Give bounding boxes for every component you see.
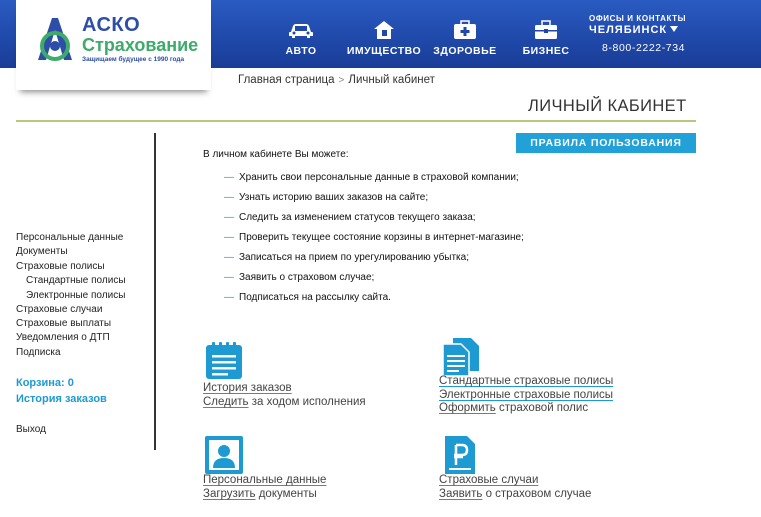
sidebar-item-insurance-cases[interactable]: Страховые случаи xyxy=(16,304,103,315)
logo-tagline: Защищаем будущее с 1990 года xyxy=(82,56,185,63)
list-item: — Записаться на прием по урегулированию убытка; xyxy=(224,252,469,263)
sidebar-item-subscription[interactable]: Подписка xyxy=(16,347,61,358)
track-orders-line: Следить за ходом исполнения xyxy=(203,396,366,408)
chevron-down-icon xyxy=(670,26,678,32)
nav-label: БИЗНЕС xyxy=(522,45,570,57)
sidebar-divider xyxy=(154,133,156,450)
asko-logo-icon xyxy=(34,16,76,62)
offices-contacts-link[interactable]: ОФИСЫ И КОНТАКТЫ xyxy=(589,14,687,23)
dash-icon: — xyxy=(224,232,234,243)
sidebar-item-documents[interactable]: Документы xyxy=(16,246,68,257)
nav-business[interactable] xyxy=(521,20,571,57)
list-item: — Узнать историю ваших заказов на сайте; xyxy=(224,192,429,203)
city-name: ЧЕЛЯБИНСК xyxy=(589,24,668,36)
documents-icon xyxy=(441,337,481,377)
order-history-link[interactable]: История заказов xyxy=(203,382,292,394)
logo[interactable] xyxy=(16,0,211,90)
nav-health[interactable] xyxy=(432,20,498,57)
sidebar-item-standard-policies[interactable]: Стандартные полисы xyxy=(26,275,126,286)
list-item: — Проверить текущее состояние корзины в интернет-магазине; xyxy=(224,232,524,243)
breadcrumb-separator: > xyxy=(338,75,345,86)
sidebar-item-accident-notices[interactable]: Уведомления о ДТП xyxy=(16,332,110,343)
sidebar-item-personal-data[interactable]: Персональные данные xyxy=(16,232,124,243)
usage-rules-button[interactable]: ПРАВИЛА ПОЛЬЗОВАНИЯ xyxy=(516,133,696,153)
list-item: — Заявить о страховом случае; xyxy=(224,272,375,283)
issue-policy-line: Оформить страховой полис xyxy=(439,402,589,414)
personal-data-link[interactable]: Персональные данные xyxy=(203,474,327,486)
dash-icon: — xyxy=(224,212,234,223)
dash-icon: — xyxy=(224,292,234,303)
report-claim-link[interactable]: Заявить xyxy=(439,488,483,500)
nav-label: АВТО xyxy=(285,45,317,57)
standard-policies-link[interactable]: Стандартные страховые полисы xyxy=(439,375,614,387)
medkit-icon xyxy=(452,20,478,40)
sidebar-cart[interactable] xyxy=(16,376,74,390)
sidebar-item-electronic-policies[interactable]: Электронные полисы xyxy=(26,290,126,301)
notepad-icon xyxy=(204,341,244,381)
sidebar-item-insurance-payments[interactable]: Страховые выплаты xyxy=(16,318,112,329)
cart-label: Корзина: xyxy=(16,377,65,389)
intro-heading: В личном кабинете Вы можете: xyxy=(203,149,349,160)
logo-brand: АСКО xyxy=(82,14,141,36)
city-selector[interactable] xyxy=(589,24,678,36)
logo-name: Страхование xyxy=(82,35,199,55)
page-title: ЛИЧНЫЙ КАБИНЕТ xyxy=(528,97,687,115)
briefcase-icon xyxy=(533,20,559,40)
nav-label: ЗДОРОВЬЕ xyxy=(433,45,497,57)
upload-documents-line: Загрузить документы xyxy=(203,488,317,500)
sidebar-order-history[interactable]: История заказов xyxy=(16,393,107,405)
car-icon xyxy=(288,20,314,40)
user-profile-icon xyxy=(204,435,244,475)
sidebar-item-insurance-policies[interactable]: Страховые полисы xyxy=(16,261,105,272)
electronic-policies-link[interactable]: Электронные страховые полисы xyxy=(439,389,614,401)
title-divider xyxy=(16,120,696,122)
breadcrumb-home[interactable]: Главная страница xyxy=(238,74,335,86)
dash-icon: — xyxy=(224,252,234,263)
list-item: — Хранить свои персональные данные в страховой компании; xyxy=(224,172,519,183)
upload-link[interactable]: Загрузить xyxy=(203,488,256,500)
dash-icon: — xyxy=(224,192,234,203)
breadcrumb xyxy=(238,74,435,86)
dash-icon: — xyxy=(224,172,234,183)
house-icon xyxy=(371,20,397,40)
nav-auto[interactable] xyxy=(282,20,320,57)
nav-property[interactable] xyxy=(346,20,422,57)
phone-number[interactable]: 8-800-2222-734 xyxy=(602,42,686,54)
list-item: — Следить за изменением статусов текущего заказа; xyxy=(224,212,476,223)
insurance-cases-link[interactable]: Страховые случаи xyxy=(439,474,539,486)
nav-label: ИМУЩЕСТВО xyxy=(346,45,422,57)
issue-policy-link[interactable]: Оформить xyxy=(439,402,496,414)
report-claim-line: Заявить о страховом случае xyxy=(439,488,592,500)
dash-icon: — xyxy=(224,272,234,283)
breadcrumb-current: Личный кабинет xyxy=(348,74,435,86)
ruble-document-icon xyxy=(441,435,481,475)
track-link[interactable]: Следить xyxy=(203,396,249,408)
cart-count: 0 xyxy=(67,377,74,389)
list-item: — Подписаться на рассылку сайта. xyxy=(224,292,391,303)
logout-link[interactable]: Выход xyxy=(16,424,46,435)
